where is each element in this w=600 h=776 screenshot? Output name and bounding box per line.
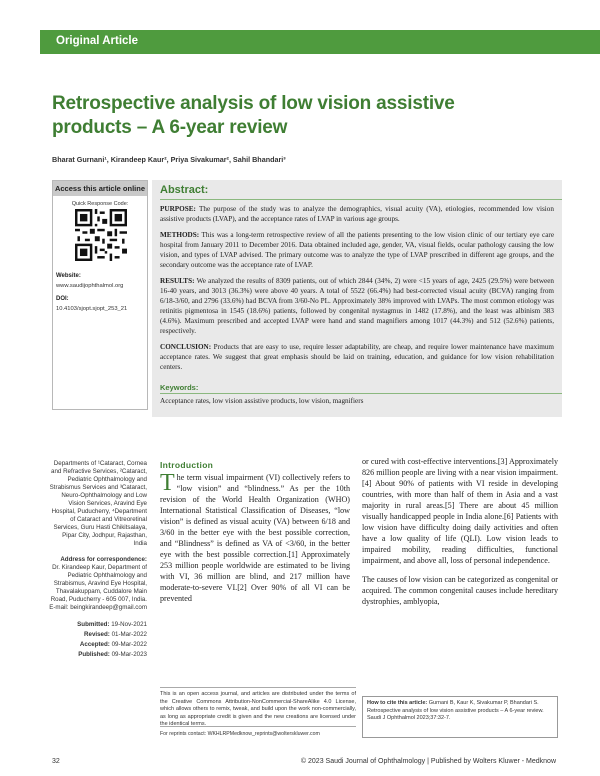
abstract-conclusion: CONCLUSION: Products that are easy to use, require lesser adaptability, are cheap, and require lower maintenance have maximum acceptance rates. We suggest that great emphasis should be laid on training, education, and guidance for low vision rehabilitation centers. (160, 343, 554, 371)
keywords-heading: Keywords: (160, 383, 199, 392)
cite-text: Gurnani B, Kaur K, Sivakumar P, Bhandari S. Retrospective analysis of low vision assistive products – A 6-year review. Saudi J Ophthalmol 2023;37:32-7. (367, 700, 544, 721)
intro-column-1 (160, 472, 350, 604)
intro-paragraph-2: or cured with cost-effective interventions.[3] Approximately 826 million people are living with a near vision impairment.[4] About 90% of patients with VI reside in developing countries, with more than half of them in Asia and a vast majority in rural areas.[5] There are about 45 million visually handicapped people in India alone.[6] Patients with low vision have difficulty doing daily activities and often have a low quality of life (QLI). Low vision leads to impaired mobility, reading difficulties, functional impairment, and above all, loss of personal independence. (362, 457, 558, 565)
article-type-band (40, 30, 600, 54)
keywords-divider (160, 393, 562, 394)
affiliations: Departments of ¹Cataract, Cornea and Refractive Services, ²Cataract, Pediatric Ophthalmology and Strabismus Services and ³Cataract, Neuro-Ophthalmology and Low Vision Services, Aravind Eye Hospital, Puducherry, ⁴Department of Cataract and Vitreoretinal Services, Guru Hasti Chikitsalaya, Pipar City, Jodhpur, Rajasthan, India (49, 460, 147, 547)
page-number: 32 (52, 758, 60, 765)
reprints-contact: For reprints contact: WKHLRPMedknow_reprints@wolterskluwer.com (160, 731, 320, 737)
footer-copyright: © 2023 Saudi Journal of Ophthalmology | Published by Wolters Kluwer - Medknow (300, 758, 556, 765)
date-revised: Revised: 01-Mar-2022 (84, 631, 147, 638)
article-dates (48, 620, 147, 660)
access-online-box (52, 180, 148, 410)
doi-link[interactable]: 10.4103/sjopt.sjopt_253_21 (56, 306, 128, 312)
correspondence-body: Dr. Kirandeep Kaur, Department of Pediatric Ophthalmology and Strabismus, Aravind Eye Hospital, Thavalakuppam, Cuddalore Main Road, Puducherry - 605 007, India. E-mail: beingkirandeep@gmail.com (49, 564, 147, 611)
intro-column-2 (362, 456, 558, 615)
introduction-heading: Introduction (160, 460, 214, 470)
abstract-box (152, 180, 562, 417)
qr-label: Quick Response Code: (71, 201, 129, 207)
abstract-heading: Abstract: (160, 184, 209, 196)
doi-label: DOI: (56, 296, 69, 302)
access-heading: Access this article online (53, 181, 147, 196)
abstract-results: RESULTS: We analyzed the results of 8309 patients, out of which 2844 (34%, 2) were <15 years of age, 2425 (29.5%) were between 16-40 years, and 3013 (36.3%) were above 40 years. A total of 5522 (66.4%) had best-corrected visual acuity (BCVA) ranging from 6/18-3/60, and 2796 (33.6%) had BCVA from 3/60-No PL. Approximately 38% improved with LVAPs. The most common etiology was retinitis pigmentosa in 1545 (18.6%) patients, followed by congenital nystagmus in 1482 (17.8%), and the least was albinism 383 (4.6%). Maximum prescribed and accepted LVAP were hand and stand magnifiers among 1017 (44.3%) and 512 (52.6%) patients, respectively. (160, 277, 554, 335)
date-accepted: Accepted: 09-Mar-2022 (79, 641, 147, 648)
website-link[interactable]: www.saudijophthalmol.org (56, 283, 124, 289)
correspondence-heading: Address for correspondence: (60, 556, 147, 563)
abstract-methods: METHODS: This was a long-term retrospective review of all the patients presenting to the low vision clinic of our tertiary eye care hospital from January 2011 to December 2016. Data obtained included age, gender, VA, visual fields, ocular pathology causing the low vision, and types of LVAP advised. The primary outcome was to analyze the type of LVAP prescribed in different age groups, and the secondary outcome was the acceptance rate of LVAP. (160, 231, 555, 269)
drop-cap: T (160, 470, 175, 496)
license-notice: This is an open access journal, and articles are distributed under the terms of the Creative Commons Attribution-NonCommercial-ShareAlike 4.0 License, which allows others to remix, tweak, and build upon the work non-commercially, as long as appropriate credit is given and the new creations are licensed under the identical terms. (160, 687, 356, 727)
website-label: Website: (56, 273, 81, 279)
author-list: Bharat Gurnani¹, Kirandeep Kaur², Priya Sivakumar², Sahil Bhandari³ (52, 155, 286, 164)
qr-code-icon[interactable] (75, 209, 127, 261)
abstract-divider (160, 199, 562, 200)
author-notes (48, 460, 147, 660)
date-submitted: Submitted: 19-Nov-2021 (77, 621, 147, 628)
intro-paragraph-3: The causes of low vision can be categorized as congenital or acquired. The common congenital causes include hereditary dystrophies, amblyopia, (362, 575, 558, 606)
cite-label: How to cite this article: (367, 700, 428, 706)
abstract-body (160, 204, 554, 378)
date-published: Published: 09-Mar-2023 (78, 651, 147, 658)
keywords-text: Acceptance rates, low vision assistive products, low vision, magnifiers (160, 397, 364, 405)
citation-box (362, 696, 558, 738)
article-title: Retrospective analysis of low vision assistive products – A 6-year review (52, 93, 455, 138)
intro-text-1: he term visual impairment (VI) collectively refers to “low vision” and “blindness.” As per the 10th revision of the World Health Organization (WHO) International Statistical Classification of Diseases, “low vision” is defined as visual acuity (VA) between 6/18 and 3/60 in the better eye with the best possible correction, and “Blindness” is defined as VA of <3/60, in the better eye with the best possible correction.[1] Approximately 253 million people worldwide are estimated to be living with VI, 36 million are blind, and 217 million have moderate-to-severe VI.[2] Over 90% of all VI can be prevented (160, 473, 350, 603)
article-type-label: Original Article (56, 35, 139, 47)
abstract-purpose: PURPOSE: The purpose of the study was to analyze the demographics, visual acuity (VA), etiologies, recommended low vision assistive products (LVAP), and the acceptance rates of LVAP in various age groups. (160, 205, 554, 223)
